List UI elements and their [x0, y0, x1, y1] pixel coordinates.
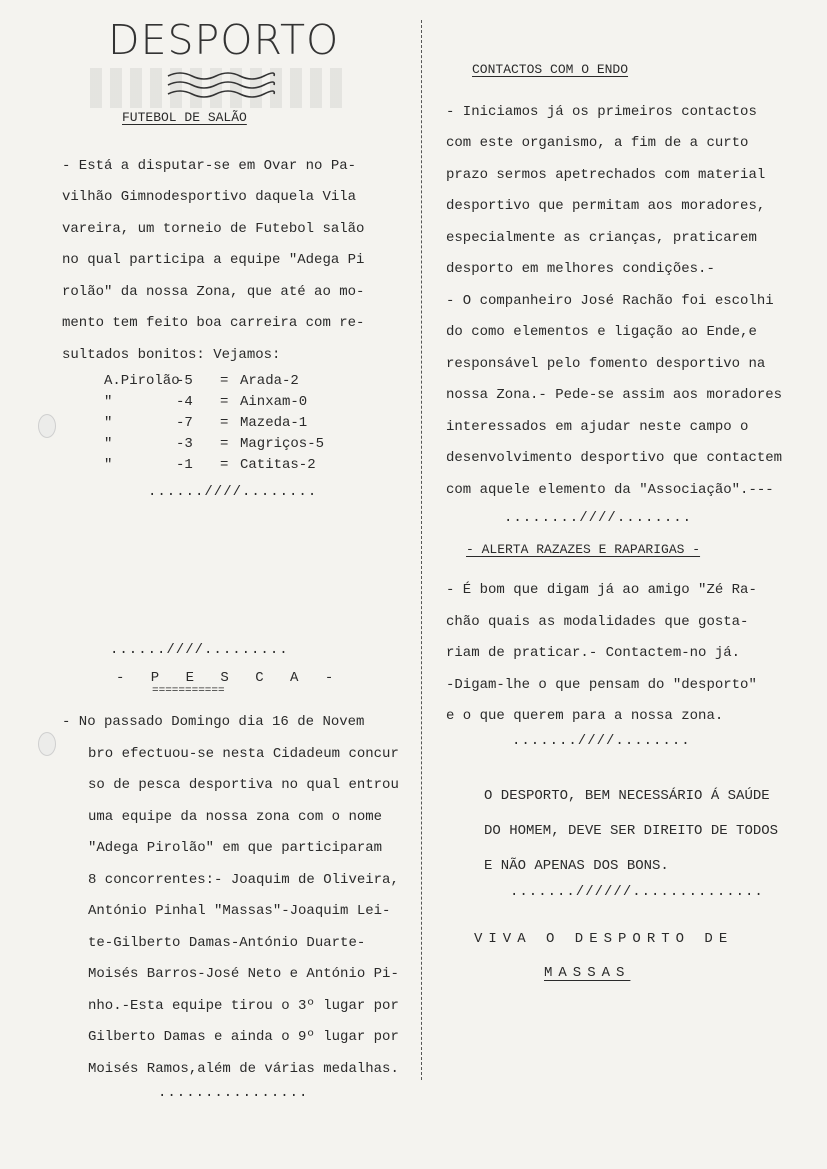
opponent-result: Ainxam-0	[240, 394, 308, 411]
text-line: 8 concorrentes:- Joaquim de Oliveira,	[88, 871, 399, 888]
text-line: -Digam-lhe o que pensam do "desporto"	[446, 676, 757, 693]
text-line: rolão" da nossa Zona, que até ao mo-	[62, 283, 365, 300]
right-column	[446, 62, 806, 990]
text-line: interessados em ajudar neste campo o	[446, 418, 749, 435]
masthead-title: DESPORTO	[108, 16, 340, 64]
text-line: - Iniciamos já os primeiros contactos	[446, 103, 757, 120]
text-line: sultados bonitos: Vejamos:	[62, 346, 281, 363]
result-row	[62, 371, 424, 392]
result-row	[62, 455, 424, 476]
text-line: te-Gilberto Damas-António Duarte-	[88, 934, 366, 951]
text-line: mento tem feito boa carreira com re-	[62, 315, 365, 332]
text-line: - No passado Domingo dia 16 de Novem	[62, 714, 365, 731]
team-name: "	[104, 436, 113, 453]
results-list	[62, 371, 424, 476]
text-line: uma equipe da nossa zona com o nome	[88, 808, 383, 825]
section-separator: ......////.........	[110, 642, 289, 659]
text-line: desportivo que permitam aos moradores,	[446, 198, 766, 215]
text-line: nossa Zona.- Pede-se assim aos moradores	[446, 387, 783, 404]
text-line: e o que querem para a nossa zona.	[446, 708, 724, 725]
text-line: vareira, um torneio de Futebol salão	[62, 220, 365, 237]
text-line: - O companheiro José Rachão foi escolhi	[446, 292, 774, 309]
section-separator: ................	[158, 1085, 309, 1102]
equals-sign: =	[220, 436, 229, 453]
team-name: "	[104, 394, 113, 411]
slogan-line: DO HOMEM, DEVE SER DIREITO DE TODOS	[484, 822, 779, 839]
text-line: - É bom que digam já ao amigo "Zé Ra-	[446, 582, 757, 599]
opponent-result: Arada-2	[240, 373, 299, 390]
equals-sign: =	[220, 415, 229, 432]
text-line: Moisés Ramos,além de várias medalhas.	[88, 1060, 399, 1077]
text-line: "Adega Pirolão" em que participaram	[88, 840, 383, 857]
text-line: so de pesca desportiva no qual entrou	[88, 777, 399, 794]
text-line: com este organismo, a fim de a curto	[446, 135, 749, 152]
opponent-result: Catitas-2	[240, 457, 316, 474]
text-line: Moisés Barros-José Neto e António Pi-	[88, 966, 399, 983]
section-separator: ......////........	[148, 484, 318, 501]
text-line: desporto em melhores condições.-	[446, 261, 715, 278]
equals-sign: =	[220, 373, 229, 390]
slogan-block	[446, 779, 806, 884]
viva-line: MASSAS	[544, 964, 631, 981]
equals-sign: =	[220, 394, 229, 411]
team-name: "	[104, 415, 113, 432]
team-score: -3	[176, 436, 193, 453]
equals-sign: =	[220, 457, 229, 474]
text-line: especialmente as crianças, praticarem	[446, 229, 757, 246]
team-name: "	[104, 457, 113, 474]
team-score: -4	[176, 394, 193, 411]
text-line: responsável pelo fomento desportivo na	[446, 355, 766, 372]
section-separator: .......//////..............	[510, 883, 764, 900]
result-row	[62, 392, 424, 413]
text-line: bro efectuou-se nesta Cidadeum concur	[88, 745, 399, 762]
text-line: - Está a disputar-se em Ovar no Pa-	[62, 157, 357, 174]
contactos-text	[446, 97, 806, 507]
team-score: -5	[176, 373, 193, 390]
slogan-line: O DESPORTO, BEM NECESSÁRIO Á SAÚDE	[484, 787, 770, 804]
text-line: no qual participa a equipe "Adega Pi	[62, 252, 365, 269]
opponent-result: Magriços-5	[240, 436, 325, 453]
futebol-text	[62, 151, 424, 372]
text-line: vilhão Gimnodesportivo daquela Vila	[62, 189, 357, 206]
text-line: chão quais as modalidades que gosta-	[446, 613, 749, 630]
text-line: com aquele elemento da "Associação".---	[446, 481, 774, 498]
pesca-heading: - P E S C A -	[116, 670, 343, 687]
pesca-text	[62, 707, 424, 1085]
alerta-heading: - ALERTA RAZAZES E RAPARIGAS -	[466, 542, 701, 558]
slogan-line: E NÃO APENAS DOS BONS.	[484, 857, 669, 874]
text-line: nho.-Esta equipe tirou o 3º lugar por	[88, 997, 399, 1014]
pesca-underline: ===========	[152, 685, 225, 698]
team-name: A.Pirolão	[104, 373, 180, 390]
text-line: riam de praticar.- Contactem-no já.	[446, 645, 741, 662]
text-line: Gilberto Damas e ainda o 9º lugar por	[88, 1029, 399, 1046]
section-separator: .......////........	[512, 732, 691, 749]
team-score: -7	[176, 415, 193, 432]
team-score: -1	[176, 457, 193, 474]
result-row	[62, 434, 424, 455]
wave-ornament-icon	[166, 68, 276, 102]
text-line: António Pinhal "Massas"-Joaquim Lei-	[88, 903, 391, 920]
viva-line: VIVA O DESPORTO DE	[474, 930, 734, 947]
text-line: desenvolvimento desportivo que contactem	[446, 450, 783, 467]
opponent-result: Mazeda-1	[240, 415, 308, 432]
punch-hole	[38, 414, 56, 438]
contactos-heading: CONTACTOS COM O ENDO	[472, 62, 629, 77]
result-row	[62, 413, 424, 434]
text-line: do como elementos e ligação ao Ende,e	[446, 324, 757, 341]
alerta-text	[446, 575, 806, 733]
futebol-heading: FUTEBOL DE SALÃO	[122, 110, 247, 125]
punch-hole	[38, 732, 56, 756]
text-line: prazo sermos apetrechados com material	[446, 166, 766, 183]
left-column	[62, 110, 424, 1101]
section-separator: ........////........	[504, 510, 693, 527]
